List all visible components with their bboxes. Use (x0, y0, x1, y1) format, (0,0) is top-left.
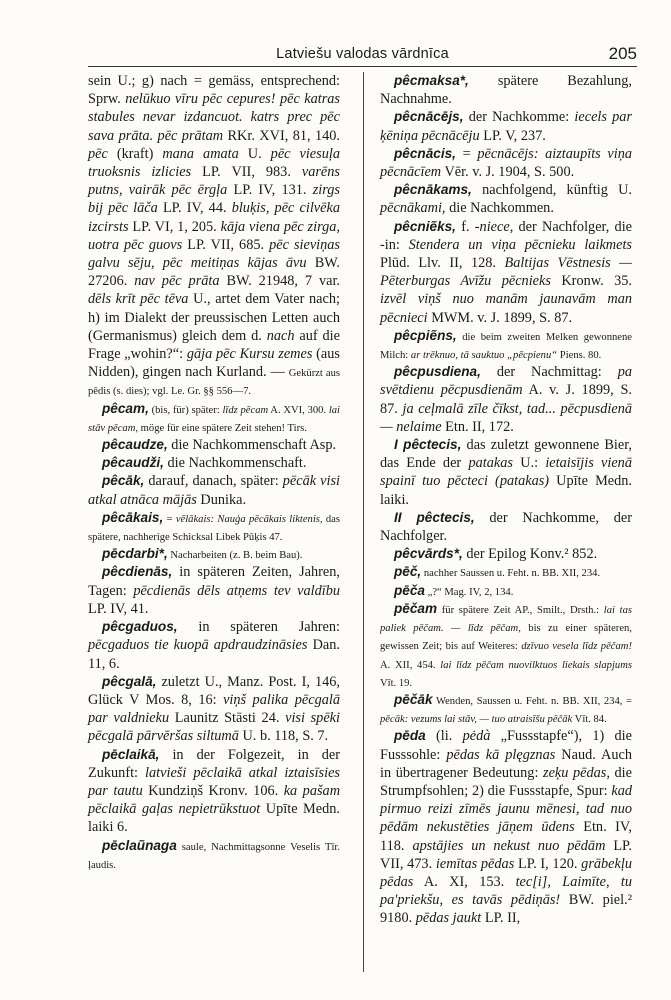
entry-text: gāja pēc Kursu zemes (186, 346, 313, 363)
right-column (380, 72, 632, 928)
dictionary-entry (380, 600, 632, 691)
entry-text: LP. IV, 44. (157, 200, 232, 217)
entry-text: die Nachkommenschaft. (163, 455, 307, 472)
dictionary-entry (380, 727, 632, 927)
entry-text: Piens. 80. (557, 350, 602, 362)
dictionary-entry (380, 563, 632, 581)
entry-text: ka pašam pēclaikā gaļas nepietrūkstuot (88, 782, 341, 818)
entry-text: spätere Bezahlung, Nachnahme. (380, 73, 632, 108)
entry-text: grābekļu pēdas (380, 855, 632, 890)
dictionary-entry (380, 145, 632, 181)
entry-text: die beim zweiten Melken gewonnene Milch: (380, 331, 632, 362)
headword: pēčam (394, 600, 438, 616)
entry-text: zeķu pēdas, (543, 764, 610, 781)
entry-text: in späteren Jahren: (177, 619, 340, 636)
entry-text: nachher Saussen u. Feht. n. BB. XII, 234. (421, 568, 601, 580)
entry-text: Dunika. (196, 491, 247, 508)
column-divider (363, 72, 364, 972)
entry-text: A. XVI, 300. (268, 404, 329, 416)
entry-text: = (455, 145, 478, 162)
headword: pēča (394, 582, 425, 598)
entry-text: Dan. 11, 6. (88, 637, 340, 672)
entry-text: die Nachkommenschaft Asp. (167, 437, 337, 454)
entry-text: pēcāk visi atkal atnāca mājās (88, 473, 340, 508)
entry-text: A. v. J. 1899, S. 87. (380, 382, 632, 417)
entry-text: tec[i], Laimīte, tu pa'priekšu, es tavās pēdiņās! (380, 873, 632, 909)
entry-text: Naud. Auch in übertragener Bedeutung: (380, 746, 632, 781)
entry-text: U.: (512, 455, 546, 472)
dictionary-entry (380, 691, 632, 727)
entry-text: nachfolgend, künftig U. (471, 182, 632, 199)
entry-text: Plūd. Llv. II, 128. (380, 255, 505, 272)
headword: pêcpusdiena, (394, 364, 481, 380)
entry-text: bis zu einer späteren, gewissen Zeit; bis auf Weiteres: (380, 623, 632, 653)
dictionary-entry (380, 218, 632, 327)
entry-text: lai līdz pēčam nuovilktuos liekais slapjums (440, 659, 632, 671)
dictionary-entry (380, 582, 632, 600)
entry-text: f. (455, 218, 475, 235)
entry-text: pēc viesuļa truoksnis izlicies (88, 145, 340, 181)
entry-text: pēc (88, 145, 108, 162)
entry-text: das zuletzt gewonnene Bier, das Ende der (380, 437, 632, 472)
entry-text: LP. IV, 41. (88, 600, 149, 617)
entry-text: Etn. II, 172. (441, 418, 514, 435)
headword: pêcam, (102, 400, 149, 416)
entry-text: bluķis, pēc cilvēka izcirsts (88, 200, 340, 235)
dictionary-entry (380, 509, 632, 545)
entry-text: visi spēki pēcgalā pārvēršas siltumā (88, 710, 340, 745)
entry-text: U., artet dem Vater nach; h) im Dialekt der preussischen Letten auch (Germanismus) gleich dem d. (88, 291, 340, 344)
entry-text: BW. 27206. (88, 255, 340, 290)
entry-text: das spätere, nachherige Schicksal Libek Pūķis 47. (88, 513, 340, 544)
entry-text: saule, Nachmittagsonne Veselis Tīr. ļaudis. (88, 841, 340, 871)
entry-text: lai tas paliek pēčam. — līdz pēčam, (380, 604, 632, 635)
headword: pêcnācējs, (394, 109, 464, 125)
headword: I pêctecis, (394, 437, 462, 453)
entry-text: Nacharbeiten (z. B. beim Bau). (167, 550, 303, 562)
headword: pēčāk (394, 691, 433, 707)
dictionary-entry (380, 327, 632, 363)
entry-text: LP. VII, 685. (182, 236, 270, 253)
headword: pēcdarbi*, (102, 546, 168, 562)
headword: pêcvārds*, (394, 546, 463, 562)
entry-text: der Nachfolger, die -in: (380, 218, 633, 253)
entry-text: viņš palika pēcgalā par valdnieku (88, 691, 341, 727)
entry-text: Baltijas Vēstnesis — Pēterburgas Avīžu pēcnieks (380, 255, 632, 290)
entry-text: dēls krīt pēc tēva (88, 291, 189, 308)
entry-text: Stendera un viņa pēcnieku laikmets (408, 236, 632, 253)
entry-text: (bis, für) später: (148, 404, 223, 416)
entry-text: mana amata (162, 145, 239, 162)
entry-text: U. (238, 145, 271, 162)
entry-text: Vēr. v. J. 1904, S. 500. (441, 164, 575, 181)
entry-text: RKr. XVI, 81, 140. (223, 127, 340, 144)
headword: pêcnākams, (394, 182, 472, 198)
headword: pêcdienās, (102, 564, 173, 580)
entry-text: „Fussstapfe“), 1) die Fusssohle: (380, 728, 632, 763)
entry-text: LP. VII, 983. (191, 164, 302, 181)
entry-text: pėdà (462, 728, 491, 745)
entry-text: Vīt. 19. (380, 677, 413, 689)
entry-text: pēcgaduos tie kuopā apdraudzināsies (88, 637, 308, 654)
entry-text: pēcdienās dēls atņems tev valdību (133, 582, 340, 599)
entry-text: in der Folgezeit, in der Zukunft: (88, 746, 340, 781)
headword: pêcākais, (102, 509, 164, 525)
dictionary-entry (380, 545, 632, 563)
dictionary-entry (88, 454, 340, 472)
running-header (88, 42, 637, 67)
headword: pêcgalā, (102, 673, 157, 689)
entry-text: kad pirmuo reizi zīmēs jaunu mēnesi, tad nuo pēdām nekustēties jāņem ūdens (380, 782, 632, 836)
entry-text: pēc sieviņas galvu sēju, pēc meitiņas kājas āvu (88, 236, 341, 272)
dictionary-entry (88, 472, 340, 508)
entry-text: pa svētdienu pēcpusdienām (380, 364, 632, 399)
dictionary-entry (88, 618, 340, 673)
entry-text: = (163, 513, 176, 525)
entry-text: ietaisījis vienā spainī tuo pēcteci (patakas) (380, 455, 632, 490)
entry-continuation (88, 72, 340, 400)
entry-text: möge für eine spätere Zeit stehen! Tirs. (138, 422, 307, 434)
entry-text: kāja viena pēc zirga, uotra pēc guovs (88, 218, 340, 253)
entry-text: A. XII, 454. (380, 659, 441, 671)
headword: pēda (394, 728, 426, 744)
entry-text: der Nachmittag: (480, 364, 618, 381)
dictionary-entry (88, 673, 340, 746)
headword: pêcgaduos, (102, 619, 178, 635)
dictionary-entry (88, 563, 340, 618)
headword: pêcmaksa*, (394, 73, 469, 88)
dictionary-entry (88, 837, 340, 873)
entry-text: U. b. 118, S. 7. (238, 728, 329, 745)
entry-text: pēcnākami, (380, 200, 446, 217)
entry-text: zuletzt U., Manz. Post. I, 146, Glück V Mos. 8, 16: (88, 673, 340, 708)
entry-text: pēcpusdienā — nelaime (380, 400, 632, 435)
entry-text: LP. VII, 473. (380, 837, 632, 872)
entry-text: (li. (425, 728, 463, 745)
dictionary-entry (88, 545, 340, 563)
entry-text: LP. V, 237. (479, 127, 546, 144)
headword: II pêctecis, (394, 509, 475, 525)
entry-text: für spätere Zeit AP., Smilt., Drsth.: (437, 604, 604, 616)
entry-text: nelūkuo vīru pēc cepures! pēc katras stabules nevar izdancuot. katrs prec pēc sava prāta. pēc prātam (88, 91, 340, 144)
headword: pêcaudze, (102, 437, 168, 453)
entry-text: pēdas kā plęgznas (446, 746, 556, 763)
entry-text: zirgs bij pēc lāča (88, 182, 340, 217)
entry-text: Kronw. 35. (550, 273, 633, 290)
headword: pēclaũnaga (102, 837, 177, 853)
entry-text: darauf, danach, später: (144, 473, 283, 490)
entry-text: der Nachkomme, der Nachfolger. (380, 509, 632, 545)
entry-text: iemītas pēdas (435, 855, 515, 872)
entry-text: izvēl viņš nuo manām jaunavām man pēcnieci (380, 291, 632, 326)
entry-text: ar trēknuo, tā sauktuo „pēcpienu“ (410, 350, 558, 362)
entry-text: patakas (468, 455, 513, 472)
left-column (88, 72, 340, 873)
entry-text: pēcnācējs: aiztaupīts viņa pēcnācīem (380, 145, 632, 181)
dictionary-entry (380, 108, 632, 144)
headword: pêcpiẽns, (394, 327, 457, 343)
entry-text: (kraft) (107, 145, 163, 162)
entry-text: in späteren Zeiten, Jahren, Tagen: (88, 564, 340, 599)
headword: pêcnācis, (394, 145, 456, 161)
dictionary-entry (380, 181, 632, 217)
entry-text: nach (266, 327, 295, 344)
entry-text: die Strumpfsohlen; 2) die Fussstapfe, Spur: (380, 764, 632, 799)
headword: pêcaudži, (102, 455, 164, 471)
entry-text: LP. II, (481, 910, 521, 927)
entry-text: LP. IV, 131. (227, 182, 313, 199)
entry-text: Launitz Stāsti 24. (169, 710, 286, 727)
entry-text: der Epilog Konv.² 852. (462, 546, 598, 563)
entry-text: Wenden, Saussen u. Feht. n. BB. XII, 234, = (432, 695, 632, 707)
entry-text: „?“ Mag. IV, 2, 134. (424, 586, 514, 598)
dictionary-entry (88, 509, 340, 545)
entry-text: pēdas jaukt (415, 910, 482, 927)
entry-text: sein U.; g) nach = gemäss, entsprechend: Sprw. (88, 73, 340, 108)
entry-text: die Nachkommen. (445, 200, 554, 217)
entry-text: dzīvuo vesela līdz pēčam! (521, 641, 632, 653)
entry-text: apstājies un nekust nuo pēdām (412, 837, 606, 854)
entry-text: lai stāv pēcam, (88, 404, 340, 434)
entry-text: varēns putns, vairāk pēc ērgļa (88, 164, 340, 199)
entry-text: iecels par ķēniņa pēcnācēju (380, 109, 633, 144)
entry-text: Etn. IV, 118. (380, 819, 632, 854)
entry-text: Gekürzt aus pēdis (s. dies); vgl. Le. Gr. §§ 556—7. (88, 368, 341, 398)
entry-text: der Nachkomme: (463, 109, 575, 126)
entry-text: (aus Nidden), gingen nach Kurland. — (88, 346, 340, 381)
entry-text: latvieši pēclaikā atkal iztaisīsies par tautu (88, 764, 340, 799)
dictionary-entry (380, 363, 632, 436)
entry-text: Vīt. 84. (572, 714, 607, 726)
running-title: Latviešu valodas vārdnīca (276, 46, 449, 62)
entry-text: LP. VI, 1, 205. (128, 218, 221, 235)
dictionary-entry (88, 436, 340, 454)
headword: pēclaikā, (102, 746, 160, 762)
entry-text: ja ceļmalā zīle čīkst, tad... (402, 400, 556, 417)
entry-text: LP. I, 120. (514, 855, 582, 872)
dictionary-entry (380, 436, 632, 509)
entry-text: BW. 21948, 7 var. (219, 273, 340, 290)
dictionary-entry (380, 72, 632, 108)
entry-text: -niece, (474, 218, 514, 235)
dictionary-entry (88, 746, 340, 837)
entry-text: Upīte Medn. laiki. (380, 473, 632, 508)
entry-text: BW. piel.² 9180. (380, 892, 632, 927)
entry-text: vēlākais: Nauģa pēcākais liktenis, (175, 513, 323, 525)
page-number: 205 (608, 44, 637, 63)
dictionary-entry (88, 400, 340, 436)
entry-text: līdz pēcam (222, 404, 269, 416)
headword: pêcāk, (102, 473, 145, 489)
headword: pêcniẽks, (394, 218, 456, 234)
entry-text: MWM. v. J. 1899, S. 87. (427, 309, 573, 326)
entry-text: auf die Frage „wohin?“: (88, 327, 340, 363)
entry-text: pēcāk: vezums lai stāv, — tuo atraisīšu pēčāk (380, 714, 573, 726)
entry-text: A. XI, 153. (413, 873, 516, 890)
entry-text: Kundziņš Kronv. 106. (142, 782, 284, 799)
headword: pēč, (394, 564, 422, 580)
entry-text: Upīte Medn. laiki 6. (88, 801, 340, 836)
entry-text: nav pēc prāta (134, 273, 220, 290)
